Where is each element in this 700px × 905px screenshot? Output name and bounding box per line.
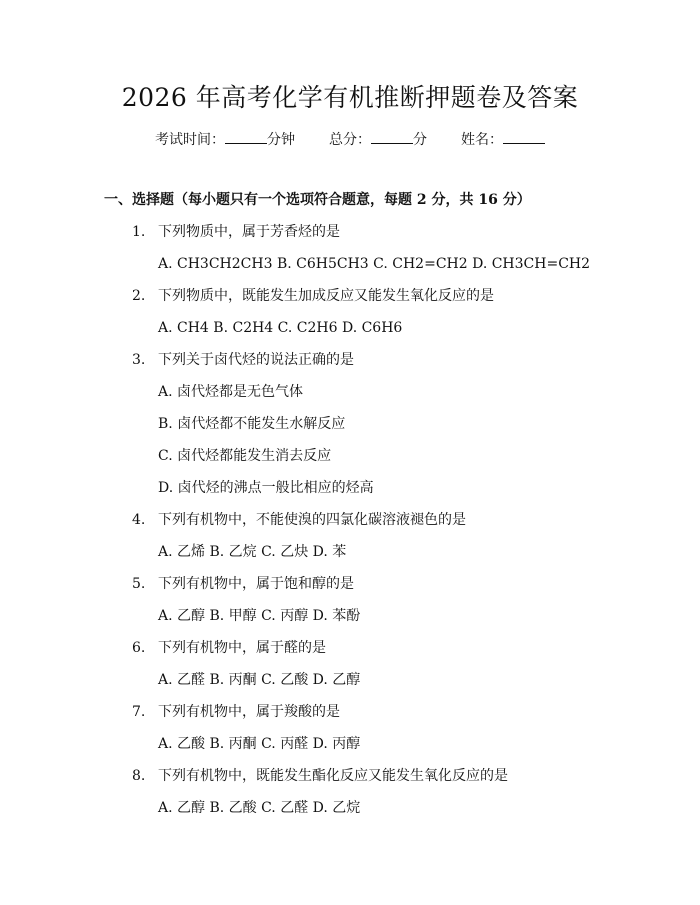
exam-time-unit: 分钟 [267, 132, 295, 148]
question-number: 3. [132, 352, 146, 368]
question-4 [132, 509, 466, 531]
question-5-options: A. 乙醇 B. 甲醇 C. 丙醇 D. 苯酚 [158, 608, 361, 624]
question-7 [132, 701, 340, 723]
exam-time-blank [225, 129, 267, 144]
student-name-field [461, 128, 545, 152]
question-1 [132, 221, 340, 243]
total-score-label: 总分： [329, 132, 371, 148]
exam-time-label: 考试时间： [155, 132, 225, 148]
question-number: 5. [132, 576, 146, 592]
student-name-blank [503, 129, 545, 144]
question-text: 下列有机物中，属于醛的是 [158, 640, 326, 656]
question-8 [132, 765, 508, 787]
question-text: 下列关于卤代烃的说法正确的是 [158, 352, 354, 368]
question-text: 下列有机物中，既能发生酯化反应又能发生氧化反应的是 [158, 768, 508, 784]
question-2 [132, 285, 494, 307]
question-2-options: A. CH4 B. C2H4 C. C2H6 D. C6H6 [158, 320, 403, 336]
question-number: 2. [132, 288, 146, 304]
total-score-field [329, 128, 427, 152]
question-3-option-c: C. 卤代烃都能发生消去反应 [158, 448, 332, 464]
section-heading: 一、选择题（每小题只有一个选项符合题意，每题 2 分，共 16 分） [104, 192, 531, 208]
question-1-options: A. CH3CH2CH3 B. C6H5CH3 C. CH2=CH2 D. CH3CH=CH2 [158, 256, 591, 272]
question-8-options: A. 乙醇 B. 乙酸 C. 乙醛 D. 乙烷 [158, 800, 361, 816]
page-title: 2026 年高考化学有机推断押题卷及答案 [121, 83, 579, 112]
question-number: 1. [132, 224, 146, 240]
question-text: 下列有机物中，属于羧酸的是 [158, 704, 340, 720]
question-number: 7. [132, 704, 146, 720]
question-text: 下列有机物中，属于饱和醇的是 [158, 576, 354, 592]
question-number: 6. [132, 640, 146, 656]
question-3-option-d: D. 卤代烃的沸点一般比相应的烃高 [158, 480, 374, 496]
question-3-option-b: B. 卤代烃都不能发生水解反应 [158, 416, 346, 432]
question-text: 下列物质中，既能发生加成反应又能发生氧化反应的是 [158, 288, 494, 304]
student-name-label: 姓名： [461, 132, 503, 148]
question-number: 4. [132, 512, 146, 528]
total-score-unit: 分 [413, 132, 427, 148]
question-6 [132, 637, 326, 659]
total-score-blank [371, 129, 413, 144]
question-text: 下列有机物中，不能使溴的四氯化碳溶液褪色的是 [158, 512, 466, 528]
exam-info-line [0, 128, 700, 152]
question-4-options: A. 乙烯 B. 乙烷 C. 乙炔 D. 苯 [158, 544, 347, 560]
question-6-options: A. 乙醛 B. 丙酮 C. 乙酸 D. 乙醇 [158, 672, 361, 688]
question-text: 下列物质中，属于芳香烃的是 [158, 224, 340, 240]
question-number: 8. [132, 768, 146, 784]
exam-time-field [155, 128, 295, 152]
question-7-options: A. 乙酸 B. 丙酮 C. 丙醛 D. 丙醇 [158, 736, 361, 752]
question-3-option-a: A. 卤代烃都是无色气体 [158, 384, 304, 400]
question-5 [132, 573, 354, 595]
question-3 [132, 349, 354, 371]
